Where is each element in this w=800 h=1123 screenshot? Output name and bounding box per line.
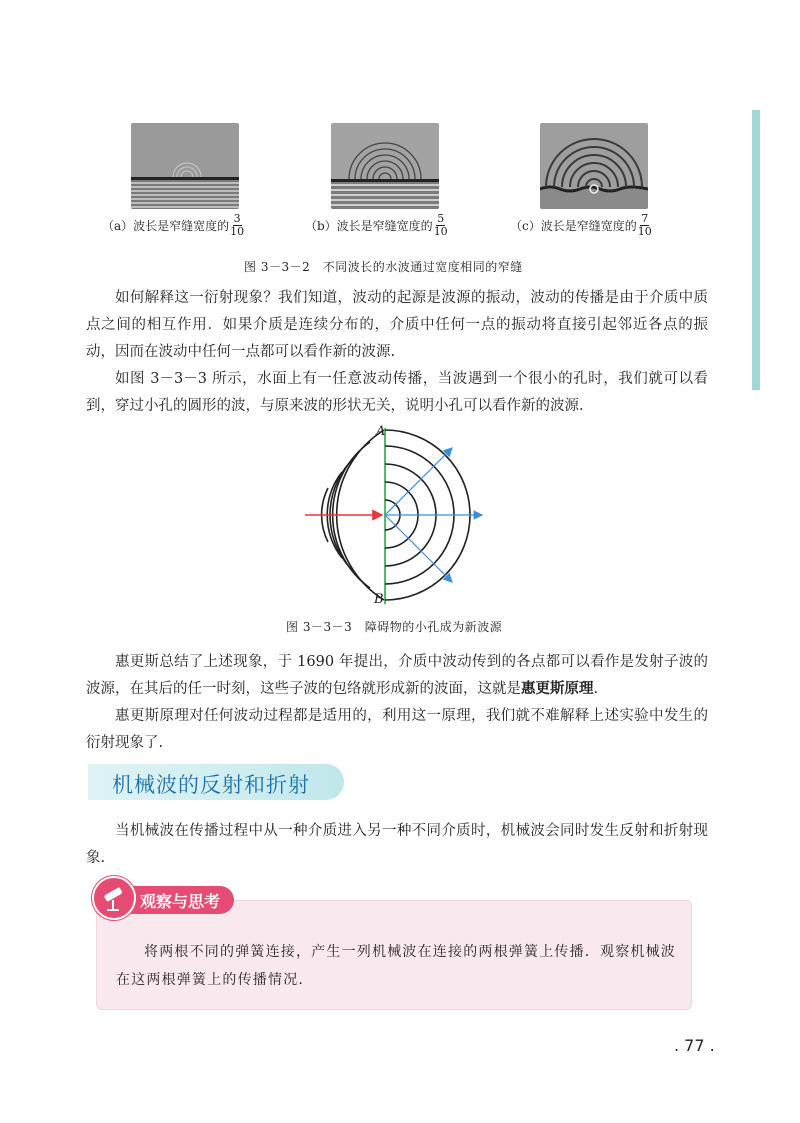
fraction-a-num: 3	[233, 212, 241, 225]
side-color-bar	[752, 110, 760, 390]
section-body	[86, 818, 708, 872]
huygens-text-end: .	[593, 681, 599, 697]
figure-332-caption: 图 3－3－2 不同波长的水波通过宽度相同的窄缝	[244, 260, 523, 274]
caption-c-text: （c）波长是窄缝宽度的	[510, 219, 637, 233]
fraction-c-num: 7	[641, 212, 649, 225]
observe-think-label: 观察与思考	[140, 892, 221, 911]
huygens-principle-term: 惠更斯原理	[521, 681, 594, 697]
fraction-b	[434, 213, 448, 238]
label-a: A	[376, 424, 386, 439]
caption-a-text: （a）波长是窄缝宽度的	[102, 219, 230, 233]
huygens-diagram	[290, 420, 520, 610]
caption-a	[102, 213, 244, 238]
paragraph	[86, 649, 708, 703]
fraction-a	[230, 213, 244, 238]
body-paragraphs-2	[86, 649, 708, 757]
ripple-photo-a	[131, 123, 239, 209]
ripple-photo-c	[540, 123, 648, 209]
page-number: . 77 .	[674, 1036, 715, 1055]
paragraph: 将两根不同的弹簧连接，产生一列机械波在连接的两根弹簧上传播．观察机械波在这两根弹簧上的传播情况.	[116, 944, 676, 988]
section-title: 机械波的反射和折射	[112, 773, 310, 797]
telescope-icon	[92, 876, 136, 920]
figure-333-caption: 图 3－3－3 障碍物的小孔成为新波源	[286, 620, 503, 634]
fraction-b-den: 10	[433, 225, 448, 238]
huygens-text: 惠更斯总结了上述现象，于 1690 年提出，介质中波动传到的各点都可以看作是发射子波的波源，在其后的任一时刻，这些子波的包络就形成新的波面，这就是	[86, 654, 708, 697]
caption-c	[510, 213, 652, 238]
observe-think-text	[116, 938, 676, 994]
paragraph: 如图 3－3－3 所示，水面上有一任意波动传播，当波遇到一个很小的孔时，我们就可以看到，穿过小孔的圆形的波，与原来波的形状无关，说明小孔可以看作新的波源.	[86, 371, 708, 414]
caption-b-text: （b）波长是窄缝宽度的	[305, 219, 433, 233]
caption-b	[305, 213, 448, 238]
fraction-c-den: 10	[637, 225, 652, 238]
label-b: B	[374, 592, 384, 607]
fraction-a-den: 10	[230, 225, 245, 238]
fraction-b-num: 5	[437, 212, 445, 225]
paragraph: 如何解释这一衍射现象？我们知道，波动的起源是波源的振动，波动的传播是由于介质中质点之间的相互作用．如果介质是连续分布的，介质中任何一点的振动将直接引起邻近各点的振动，因而在波动中任何一点都可以看作新的波源.	[86, 290, 708, 360]
fraction-c	[638, 213, 652, 238]
paragraph: 惠更斯原理对任何波动过程都是适用的，利用这一原理，我们就不难解释上述实验中发生的衍射现象了.	[86, 708, 708, 751]
ripple-photo-b	[331, 123, 439, 209]
body-paragraphs-1	[86, 285, 708, 420]
paragraph: 当机械波在传播过程中从一种介质进入另一种不同介质时，机械波会同时发生反射和折射现象.	[86, 823, 708, 866]
